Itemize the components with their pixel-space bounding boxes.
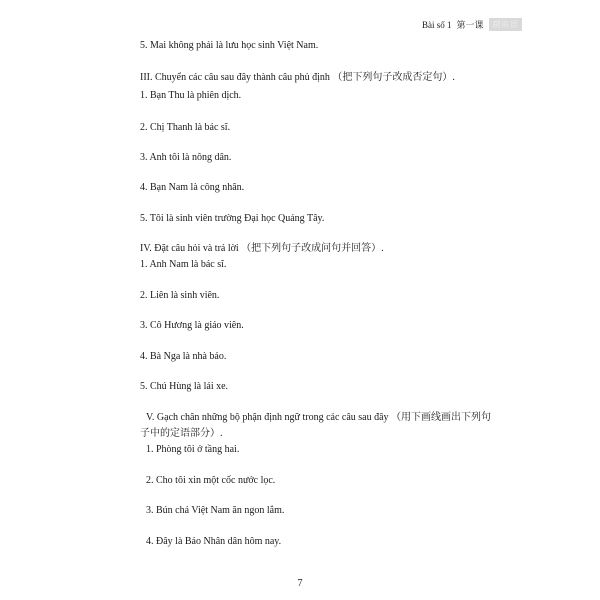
exercise-item-v-2: 2. Cho tôi xin một cốc nước lọc. <box>146 475 276 486</box>
section-heading-v: V. Gạch chân những bộ phận định ngữ trong các câu sau đây （用下画线画出下列句 <box>146 412 492 423</box>
page-header <box>422 18 522 31</box>
exercise-item-iv-1: 1. Anh Nam là bác sĩ. <box>140 259 227 270</box>
page-number: 7 <box>297 578 303 589</box>
exercise-item-iii-3: 3. Anh tôi là nông dân. <box>140 152 232 163</box>
exercise-item-iv-3: 3. Cô Hương là giáo viên. <box>140 320 244 331</box>
exercise-item-ii-5: 5. Mai không phải là lưu học sinh Việt Nam. <box>140 40 319 51</box>
exercise-item-iii-1: 1. Bạn Thu là phiên dịch. <box>140 90 242 101</box>
exercise-item-iii-2: 2. Chị Thanh là bác sĩ. <box>140 122 231 133</box>
header-badge: 越南语 <box>489 18 523 31</box>
section-heading-v-continued: 子中的定语部分）. <box>140 428 223 439</box>
exercise-item-iii-5: 5. Tôi là sinh viên trường Đại học Quảng Tây. <box>140 213 325 224</box>
exercise-item-v-4: 4. Đây là Báo Nhân dân hôm nay. <box>146 536 282 547</box>
exercise-item-iv-4: 4. Bà Nga là nhà báo. <box>140 351 227 362</box>
exercise-item-v-1: 1. Phòng tôi ở tầng hai. <box>146 444 240 455</box>
exercise-item-iv-2: 2. Liên là sinh viên. <box>140 290 220 301</box>
exercise-item-v-3: 3. Bún chả Việt Nam ăn ngon lắm. <box>146 505 285 516</box>
exercise-item-iii-4: 4. Bạn Nam là công nhân. <box>140 182 245 193</box>
exercise-item-iv-5: 5. Chú Hùng là lái xe. <box>140 381 229 392</box>
section-heading-iii: III. Chuyển các câu sau đây thành câu phủ định （把下列句子改成否定句）. <box>140 72 455 83</box>
section-heading-iv: IV. Đặt câu hỏi và trả lời （把下列句子改成问句并回答）. <box>140 243 384 254</box>
header-lesson: Bài số 1 <box>421 19 452 30</box>
header-chapter: 第一课 <box>456 20 484 30</box>
